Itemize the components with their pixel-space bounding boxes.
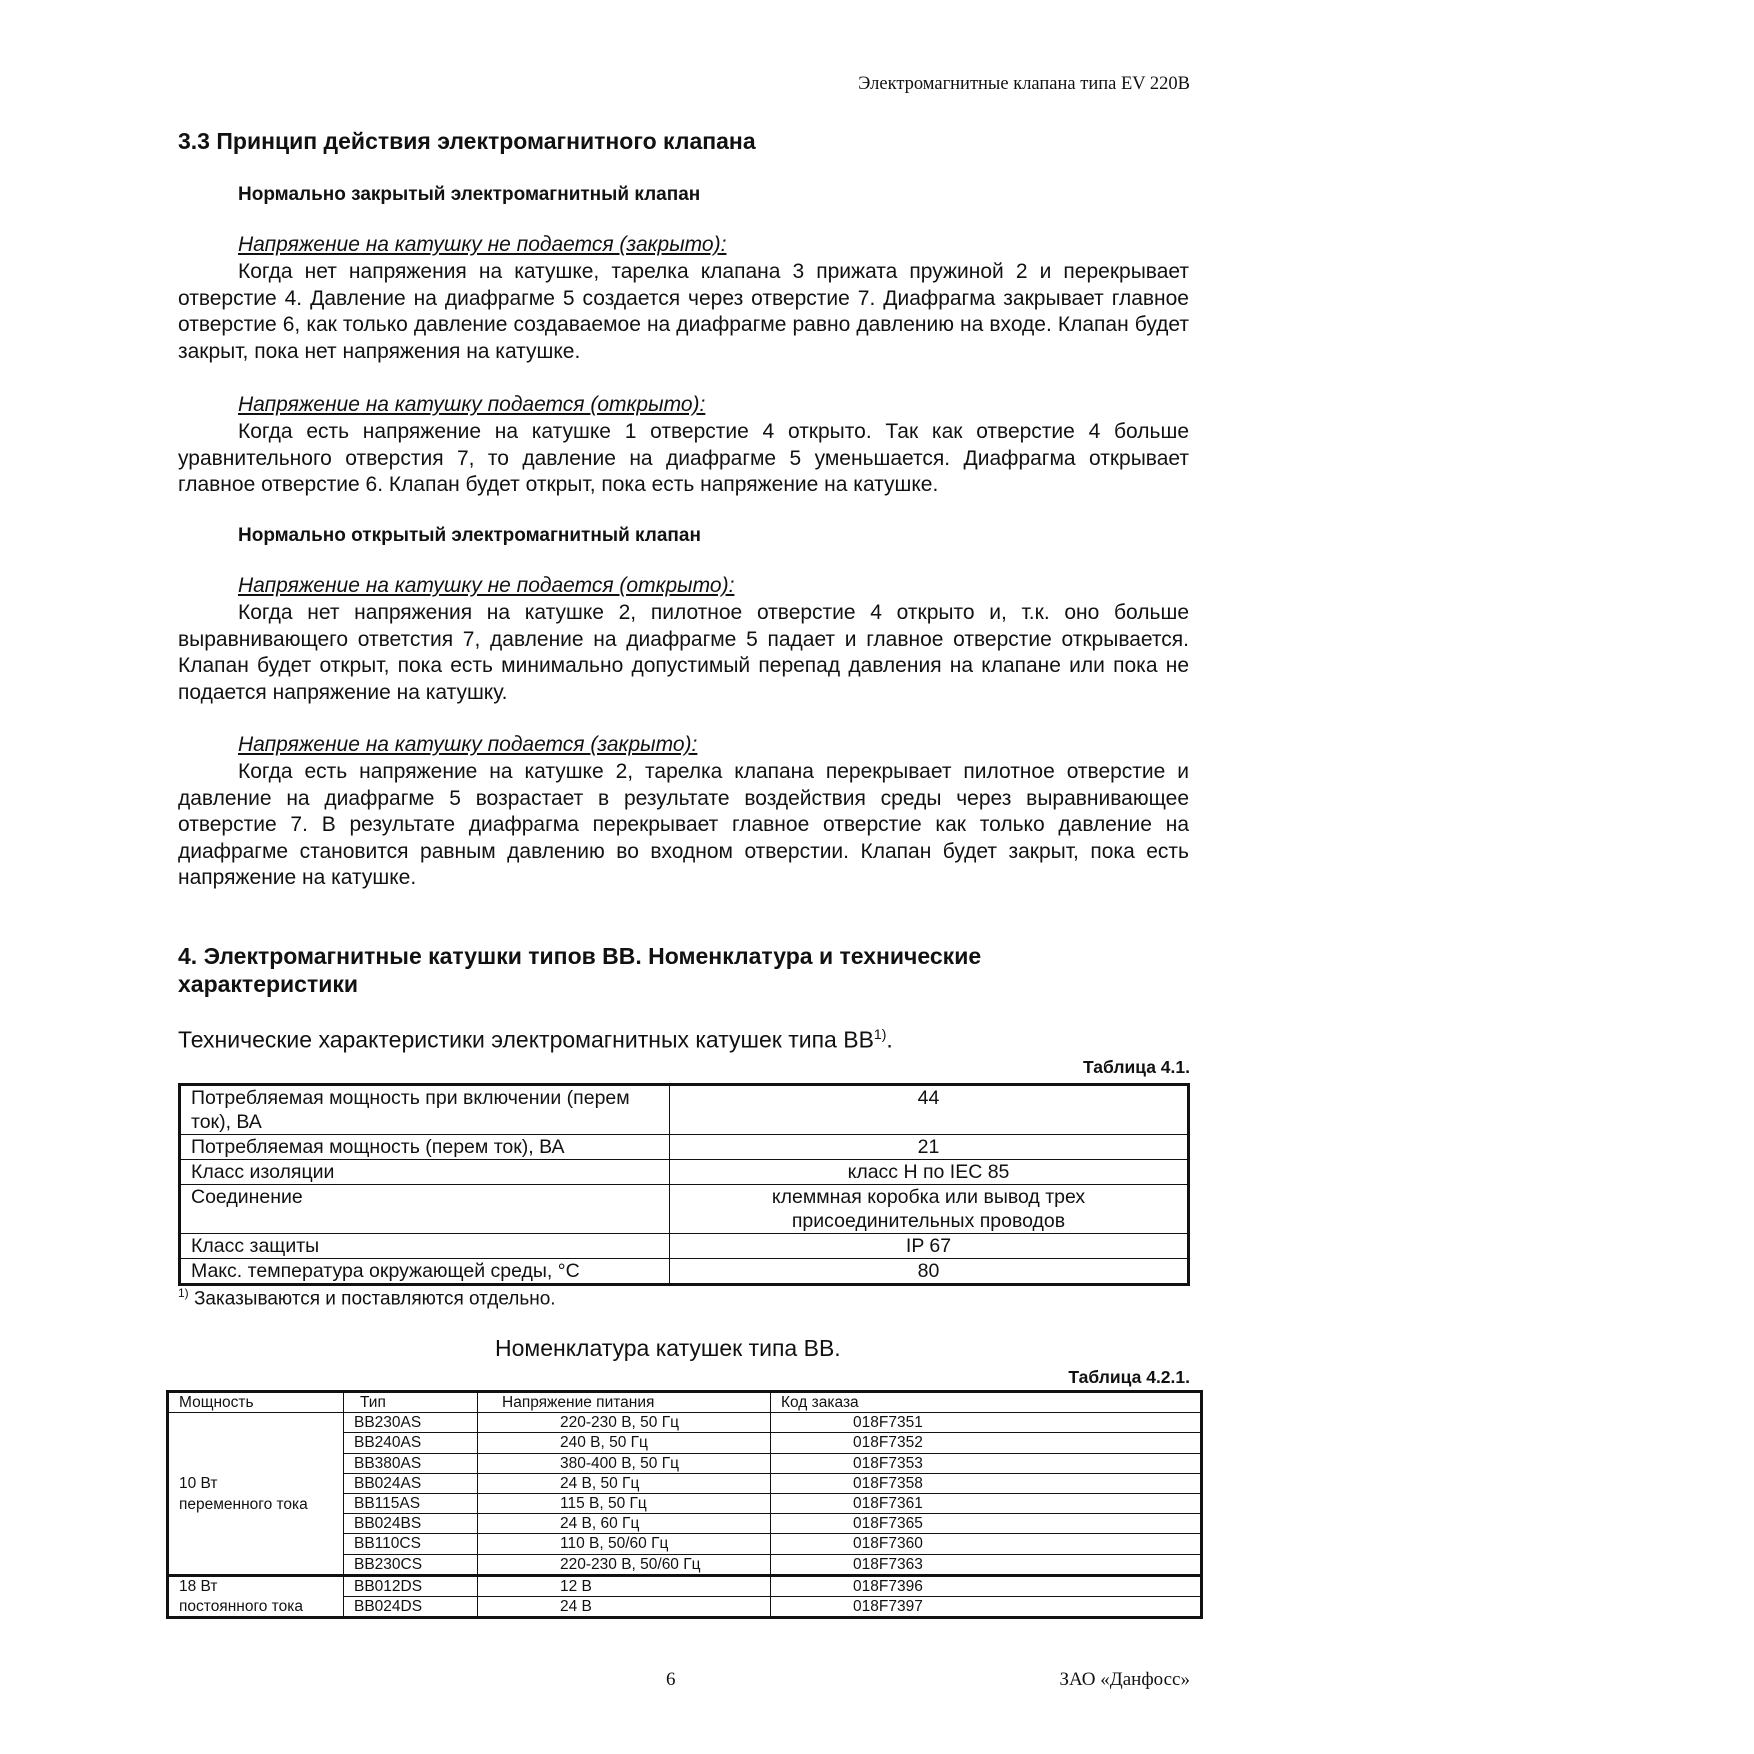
column-header: Мощность [168, 1392, 344, 1413]
nc-off-paragraph [178, 259, 1189, 365]
nc-on-paragraph [178, 419, 1189, 499]
no-valve-heading: Нормально открытый электромагнитный клапан [238, 525, 701, 546]
voltage-cell: 380-400 В, 50 Гц [478, 1453, 771, 1473]
type-cell: BB110CS [344, 1534, 478, 1554]
no-on-subheading: Напряжение на катушку подается (закрыто): [238, 733, 698, 756]
type-cell: BB115AS [344, 1494, 478, 1514]
type-cell: BB240AS [344, 1433, 478, 1453]
section-heading-4-line1: 4. Электромагнитные катушки типов ВВ. Номенклатура и технические [178, 943, 982, 969]
section-heading-4 [178, 942, 981, 998]
column-header: Тип [344, 1392, 478, 1413]
no-off-subheading: Напряжение на катушку не подается (открыто): [238, 574, 735, 597]
type-cell: BB024DS [344, 1597, 478, 1618]
running-header: Электромагнитные клапана типа EV 220В [858, 74, 1190, 94]
code-cell: 018F7396 [771, 1575, 1202, 1596]
voltage-cell: 24 В, 50 Гц [478, 1473, 771, 1493]
company-name: ЗАО «Данфосс» [1059, 1669, 1190, 1690]
type-cell: BB024BS [344, 1514, 478, 1534]
power-cell: 18 Вт постоянного тока [168, 1575, 344, 1617]
spec-param: Потребляемая мощность при включении (перем ток), ВА [180, 1085, 670, 1135]
table-header-row [168, 1392, 1202, 1413]
column-header: Напряжение питания [478, 1392, 771, 1413]
table-row [180, 1234, 1189, 1259]
table2-name: Таблица 4.2.1. [1068, 1367, 1190, 1387]
power-cell: 10 Вт переменного тока [168, 1413, 344, 1576]
spec-value: 44 [670, 1085, 1189, 1135]
table-row [168, 1575, 1202, 1596]
footnote-marker: 1) [178, 1286, 189, 1300]
table1-caption [178, 1026, 893, 1054]
spec-param: Класс защиты [180, 1234, 670, 1259]
table1-caption-end: . [886, 1026, 893, 1053]
voltage-cell: 220-230 В, 50/60 Гц [478, 1554, 771, 1575]
nomenclature-table [166, 1390, 1203, 1619]
table-row [180, 1160, 1189, 1185]
footnote [178, 1286, 556, 1310]
nc-off-text: Когда нет напряжения на катушке, тарелка клапана 3 прижата пружиной 2 и перекрывает отверстие 4. Давление на диафрагме 5 создается через отверстие 7. Диафрагма закрывает главное отверстие 6, как только давление создаваемое на диафрагме равно давлению на входе. Клапан будет закрыт, пока нет напряжения на катушке. [178, 260, 1189, 363]
voltage-cell: 240 В, 50 Гц [478, 1433, 771, 1453]
table-row [180, 1259, 1189, 1285]
voltage-cell: 220-230 В, 50 Гц [478, 1413, 771, 1433]
no-off-paragraph [178, 600, 1189, 706]
spec-value: 21 [670, 1135, 1189, 1160]
section-heading-3-3: 3.3 Принцип действия электромагнитного клапана [178, 128, 756, 154]
column-header: Код заказа [771, 1392, 1202, 1413]
page-number: 6 [666, 1669, 676, 1690]
table-row [180, 1135, 1189, 1160]
code-cell: 018F7363 [771, 1554, 1202, 1575]
table1-name: Таблица 4.1. [1083, 1057, 1190, 1077]
spec-param: Макс. температура окружающей среды, °C [180, 1259, 670, 1285]
nc-off-subheading: Напряжение на катушку не подается (закрыто): [238, 233, 727, 256]
voltage-cell: 115 В, 50 Гц [478, 1494, 771, 1514]
table1-caption-text: Технические характеристики электромагнитных катушек типа ВВ [178, 1026, 874, 1053]
no-on-paragraph [178, 759, 1189, 892]
table-row [180, 1085, 1189, 1135]
type-cell: BB230CS [344, 1554, 478, 1575]
no-off-text: Когда нет напряжения на катушке 2, пилотное отверстие 4 открыто и, т.к. оно больше выравнивающего ответстия 7, давление на диафрагме 5 падает и главное отверстие открывается. Клапан будет открыт, пока есть минимально допустимый перепад давления на клапане или пока не подается напряжение на катушку. [178, 601, 1189, 704]
type-cell: BB012DS [344, 1575, 478, 1596]
voltage-cell: 24 В [478, 1597, 771, 1618]
type-cell: BB380AS [344, 1453, 478, 1473]
code-cell: 018F7360 [771, 1534, 1202, 1554]
table2-caption: Номенклатура катушек типа ВВ. [495, 1335, 841, 1361]
voltage-cell: 24 В, 60 Гц [478, 1514, 771, 1534]
spec-value: класс H по IEC 85 [670, 1160, 1189, 1185]
code-cell: 018F7352 [771, 1433, 1202, 1453]
nc-on-text: Когда есть напряжение на катушке 1 отверстие 4 открыто. Так как отверстие 4 больше уравнительного отверстия 7, то давление на диафрагме 5 уменьшается. Диафрагма открывает главное отверстие 6. Клапан будет открыт, пока есть напряжение на катушке. [178, 420, 1189, 496]
code-cell: 018F7397 [771, 1597, 1202, 1618]
no-on-text: Когда есть напряжение на катушке 2, тарелка клапана перекрывает пилотное отверстие и давление на диафрагме 5 возрастает в результате воздействия среды через выравнивающее отверстие 7. В результате диафрагма перекрывает главное отверстие как только давление на диафрагме становится равным давлению во входном отверстии. Клапан будет закрыт, пока есть напряжение на катушке. [178, 760, 1189, 889]
table-row [180, 1185, 1189, 1234]
table-row [168, 1413, 1202, 1433]
spec-value: IP 67 [670, 1234, 1189, 1259]
voltage-cell: 110 В, 50/60 Гц [478, 1534, 771, 1554]
code-cell: 018F7353 [771, 1453, 1202, 1473]
section-heading-4-line2: характеристики [178, 971, 359, 997]
footnote-text: Заказываются и поставляются отдельно. [188, 1288, 556, 1310]
spec-param: Класс изоляции [180, 1160, 670, 1185]
code-cell: 018F7361 [771, 1494, 1202, 1514]
specs-table [178, 1083, 1190, 1286]
code-cell: 018F7358 [771, 1473, 1202, 1493]
spec-value: 80 [670, 1259, 1189, 1285]
type-cell: BB230AS [344, 1413, 478, 1433]
nc-on-subheading: Напряжение на катушку подается (открыто): [238, 393, 706, 416]
spec-param: Потребляемая мощность (перем ток), ВА [180, 1135, 670, 1160]
code-cell: 018F7365 [771, 1514, 1202, 1534]
voltage-cell: 12 В [478, 1575, 771, 1596]
nc-valve-heading: Нормально закрытый электромагнитный клапан [238, 184, 701, 205]
spec-param: Соединение [180, 1185, 670, 1234]
code-cell: 018F7351 [771, 1413, 1202, 1433]
spec-value: клеммная коробка или вывод трех присоединительных проводов [670, 1185, 1189, 1234]
type-cell: BB024AS [344, 1473, 478, 1493]
table1-caption-sup: 1) [873, 1026, 887, 1042]
